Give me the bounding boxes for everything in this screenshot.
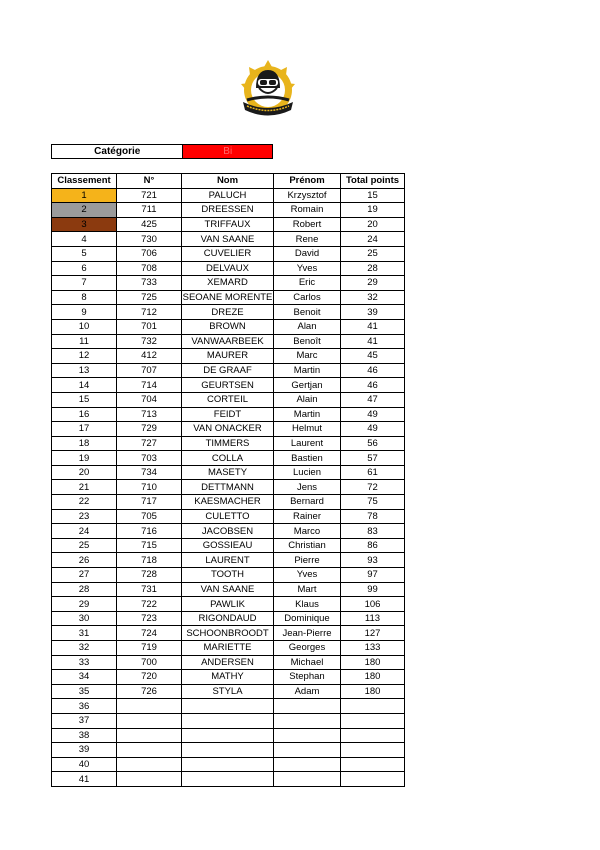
table-row bbox=[52, 553, 405, 568]
firstname-cell: Laurent bbox=[274, 436, 341, 451]
table-row bbox=[52, 334, 405, 349]
name-cell: VANWAARBEEK bbox=[182, 334, 274, 349]
rank-cell: 37 bbox=[52, 713, 117, 728]
rank-cell: 3 bbox=[52, 217, 117, 232]
firstname-cell: Romain bbox=[274, 203, 341, 218]
name-cell: JACOBSEN bbox=[182, 524, 274, 539]
points-cell: 86 bbox=[341, 538, 405, 553]
name-cell: KAESMACHER bbox=[182, 495, 274, 510]
table-row bbox=[52, 451, 405, 466]
header-number: N° bbox=[117, 174, 182, 189]
name-cell bbox=[182, 699, 274, 714]
table-row bbox=[52, 422, 405, 437]
name-cell: CORTEIL bbox=[182, 392, 274, 407]
table-row bbox=[52, 699, 405, 714]
name-cell bbox=[182, 713, 274, 728]
number-cell: 711 bbox=[117, 203, 182, 218]
table-row bbox=[52, 378, 405, 393]
rank-cell: 19 bbox=[52, 451, 117, 466]
category-value: Bi bbox=[183, 145, 273, 159]
points-cell: 20 bbox=[341, 217, 405, 232]
rank-cell: 31 bbox=[52, 626, 117, 641]
firstname-cell: Pierre bbox=[274, 553, 341, 568]
firstname-cell: Michael bbox=[274, 655, 341, 670]
name-cell: FEIDT bbox=[182, 407, 274, 422]
table-row bbox=[52, 392, 405, 407]
rank-cell: 33 bbox=[52, 655, 117, 670]
points-cell: 41 bbox=[341, 319, 405, 334]
name-cell: VAN ONACKER bbox=[182, 422, 274, 437]
points-cell: 29 bbox=[341, 276, 405, 291]
number-cell: 715 bbox=[117, 538, 182, 553]
rank-cell: 24 bbox=[52, 524, 117, 539]
number-cell: 708 bbox=[117, 261, 182, 276]
firstname-cell: Alain bbox=[274, 392, 341, 407]
table-row bbox=[52, 757, 405, 772]
rank-cell: 36 bbox=[52, 699, 117, 714]
rank-cell: 22 bbox=[52, 495, 117, 510]
points-cell: 25 bbox=[341, 246, 405, 261]
points-cell: 78 bbox=[341, 509, 405, 524]
number-cell: 705 bbox=[117, 509, 182, 524]
rank-cell: 35 bbox=[52, 684, 117, 699]
points-cell: 83 bbox=[341, 524, 405, 539]
table-row bbox=[52, 582, 405, 597]
table-row bbox=[52, 538, 405, 553]
points-cell: 99 bbox=[341, 582, 405, 597]
firstname-cell: Rainer bbox=[274, 509, 341, 524]
points-cell: 113 bbox=[341, 611, 405, 626]
name-cell: DREZE bbox=[182, 305, 274, 320]
firstname-cell: Jean-Pierre bbox=[274, 626, 341, 641]
rank-cell: 9 bbox=[52, 305, 117, 320]
points-cell: 180 bbox=[341, 655, 405, 670]
name-cell: ANDERSEN bbox=[182, 655, 274, 670]
table-row bbox=[52, 713, 405, 728]
points-cell: 106 bbox=[341, 597, 405, 612]
number-cell: 727 bbox=[117, 436, 182, 451]
table-row bbox=[52, 611, 405, 626]
number-cell: 712 bbox=[117, 305, 182, 320]
name-cell: DETTMANN bbox=[182, 480, 274, 495]
rank-cell: 38 bbox=[52, 728, 117, 743]
name-cell: GEURTSEN bbox=[182, 378, 274, 393]
number-cell: 713 bbox=[117, 407, 182, 422]
number-cell: 710 bbox=[117, 480, 182, 495]
number-cell: 718 bbox=[117, 553, 182, 568]
table-row bbox=[52, 772, 405, 787]
rank-cell: 26 bbox=[52, 553, 117, 568]
category-label: Catégorie bbox=[52, 145, 183, 159]
number-cell bbox=[117, 743, 182, 758]
rank-cell: 40 bbox=[52, 757, 117, 772]
header-row bbox=[52, 174, 405, 189]
table-row bbox=[52, 641, 405, 656]
points-cell: 180 bbox=[341, 670, 405, 685]
motocross-club-logo-icon bbox=[237, 54, 299, 124]
firstname-cell: Lucien bbox=[274, 465, 341, 480]
firstname-cell: Georges bbox=[274, 641, 341, 656]
number-cell: 720 bbox=[117, 670, 182, 685]
rank-cell: 16 bbox=[52, 407, 117, 422]
table-row bbox=[52, 349, 405, 364]
table-row bbox=[52, 509, 405, 524]
name-cell: TIMMERS bbox=[182, 436, 274, 451]
number-cell: 701 bbox=[117, 319, 182, 334]
rank-cell: 34 bbox=[52, 670, 117, 685]
table-row bbox=[52, 246, 405, 261]
name-cell: BROWN bbox=[182, 319, 274, 334]
table-row bbox=[52, 261, 405, 276]
points-cell: 72 bbox=[341, 480, 405, 495]
firstname-cell: Helmut bbox=[274, 422, 341, 437]
firstname-cell: Bernard bbox=[274, 495, 341, 510]
rank-cell: 1 bbox=[52, 188, 117, 203]
firstname-cell: Yves bbox=[274, 261, 341, 276]
name-cell: GOSSIEAU bbox=[182, 538, 274, 553]
number-cell: 707 bbox=[117, 363, 182, 378]
name-cell bbox=[182, 728, 274, 743]
table-row bbox=[52, 188, 405, 203]
firstname-cell: Carlos bbox=[274, 290, 341, 305]
points-cell bbox=[341, 772, 405, 787]
name-cell: VAN SAANE bbox=[182, 232, 274, 247]
firstname-cell: Stephan bbox=[274, 670, 341, 685]
firstname-cell: David bbox=[274, 246, 341, 261]
table-row bbox=[52, 363, 405, 378]
table-row bbox=[52, 728, 405, 743]
firstname-cell: Krzysztof bbox=[274, 188, 341, 203]
points-cell: 93 bbox=[341, 553, 405, 568]
table-row bbox=[52, 655, 405, 670]
points-cell: 19 bbox=[341, 203, 405, 218]
points-cell: 24 bbox=[341, 232, 405, 247]
firstname-cell: Marco bbox=[274, 524, 341, 539]
table-row bbox=[52, 495, 405, 510]
firstname-cell: Gertjan bbox=[274, 378, 341, 393]
rank-cell: 28 bbox=[52, 582, 117, 597]
name-cell: XEMARD bbox=[182, 276, 274, 291]
points-cell: 127 bbox=[341, 626, 405, 641]
table-row bbox=[52, 524, 405, 539]
points-cell: 28 bbox=[341, 261, 405, 276]
rank-cell: 8 bbox=[52, 290, 117, 305]
number-cell: 723 bbox=[117, 611, 182, 626]
rank-cell: 7 bbox=[52, 276, 117, 291]
table-row bbox=[52, 407, 405, 422]
firstname-cell bbox=[274, 699, 341, 714]
name-cell: MASETY bbox=[182, 465, 274, 480]
number-cell: 732 bbox=[117, 334, 182, 349]
table-row bbox=[52, 436, 405, 451]
table-row bbox=[52, 319, 405, 334]
points-cell: 39 bbox=[341, 305, 405, 320]
rank-cell: 10 bbox=[52, 319, 117, 334]
points-cell bbox=[341, 699, 405, 714]
firstname-cell: Eric bbox=[274, 276, 341, 291]
name-cell: TRIFFAUX bbox=[182, 217, 274, 232]
number-cell: 724 bbox=[117, 626, 182, 641]
points-cell: 15 bbox=[341, 188, 405, 203]
number-cell: 734 bbox=[117, 465, 182, 480]
category-table bbox=[51, 144, 273, 159]
points-cell bbox=[341, 743, 405, 758]
firstname-cell: Jens bbox=[274, 480, 341, 495]
table-row bbox=[52, 290, 405, 305]
rank-cell: 17 bbox=[52, 422, 117, 437]
rank-cell: 13 bbox=[52, 363, 117, 378]
number-cell: 704 bbox=[117, 392, 182, 407]
points-cell: 46 bbox=[341, 378, 405, 393]
points-cell bbox=[341, 757, 405, 772]
header-name: Nom bbox=[182, 174, 274, 189]
firstname-cell: Alan bbox=[274, 319, 341, 334]
number-cell: 717 bbox=[117, 495, 182, 510]
name-cell: PAWLIK bbox=[182, 597, 274, 612]
firstname-cell: Marc bbox=[274, 349, 341, 364]
rank-cell: 20 bbox=[52, 465, 117, 480]
rank-cell: 11 bbox=[52, 334, 117, 349]
table-row bbox=[52, 597, 405, 612]
name-cell: MATHY bbox=[182, 670, 274, 685]
firstname-cell: Christian bbox=[274, 538, 341, 553]
number-cell: 706 bbox=[117, 246, 182, 261]
name-cell: CUVELIER bbox=[182, 246, 274, 261]
number-cell: 714 bbox=[117, 378, 182, 393]
firstname-cell: Klaus bbox=[274, 597, 341, 612]
table-row bbox=[52, 465, 405, 480]
rank-cell: 6 bbox=[52, 261, 117, 276]
number-cell bbox=[117, 757, 182, 772]
number-cell: 716 bbox=[117, 524, 182, 539]
table-row bbox=[52, 217, 405, 232]
points-cell: 57 bbox=[341, 451, 405, 466]
rank-cell: 25 bbox=[52, 538, 117, 553]
number-cell: 703 bbox=[117, 451, 182, 466]
header-total-points: Total points bbox=[341, 174, 405, 189]
points-cell: 47 bbox=[341, 392, 405, 407]
rank-cell: 18 bbox=[52, 436, 117, 451]
rank-cell: 12 bbox=[52, 349, 117, 364]
points-cell: 180 bbox=[341, 684, 405, 699]
table-row bbox=[52, 232, 405, 247]
firstname-cell bbox=[274, 713, 341, 728]
table-row bbox=[52, 305, 405, 320]
firstname-cell: Rene bbox=[274, 232, 341, 247]
name-cell: SCHOONBROODT bbox=[182, 626, 274, 641]
number-cell: 425 bbox=[117, 217, 182, 232]
points-cell: 61 bbox=[341, 465, 405, 480]
points-cell bbox=[341, 713, 405, 728]
rank-cell: 15 bbox=[52, 392, 117, 407]
number-cell: 731 bbox=[117, 582, 182, 597]
rank-cell: 2 bbox=[52, 203, 117, 218]
firstname-cell: Robert bbox=[274, 217, 341, 232]
points-cell: 133 bbox=[341, 641, 405, 656]
name-cell: COLLA bbox=[182, 451, 274, 466]
firstname-cell: Yves bbox=[274, 568, 341, 583]
number-cell: 733 bbox=[117, 276, 182, 291]
table-row bbox=[52, 203, 405, 218]
table-row bbox=[52, 670, 405, 685]
points-cell: 49 bbox=[341, 422, 405, 437]
number-cell bbox=[117, 713, 182, 728]
rank-cell: 14 bbox=[52, 378, 117, 393]
name-cell: MARIETTE bbox=[182, 641, 274, 656]
number-cell: 412 bbox=[117, 349, 182, 364]
firstname-cell: Adam bbox=[274, 684, 341, 699]
rank-cell: 4 bbox=[52, 232, 117, 247]
number-cell: 729 bbox=[117, 422, 182, 437]
table-row bbox=[52, 480, 405, 495]
firstname-cell: Dominique bbox=[274, 611, 341, 626]
table-row bbox=[52, 743, 405, 758]
name-cell: VAN SAANE bbox=[182, 582, 274, 597]
name-cell: TOOTH bbox=[182, 568, 274, 583]
firstname-cell bbox=[274, 772, 341, 787]
points-cell bbox=[341, 728, 405, 743]
name-cell: MAURER bbox=[182, 349, 274, 364]
name-cell: DREESSEN bbox=[182, 203, 274, 218]
firstname-cell bbox=[274, 728, 341, 743]
name-cell bbox=[182, 772, 274, 787]
rank-cell: 41 bbox=[52, 772, 117, 787]
table-row bbox=[52, 276, 405, 291]
number-cell: 728 bbox=[117, 568, 182, 583]
table-row bbox=[52, 684, 405, 699]
name-cell: DELVAUX bbox=[182, 261, 274, 276]
points-cell: 75 bbox=[341, 495, 405, 510]
name-cell: PALUCH bbox=[182, 188, 274, 203]
firstname-cell: Benoît bbox=[274, 334, 341, 349]
points-cell: 41 bbox=[341, 334, 405, 349]
firstname-cell bbox=[274, 743, 341, 758]
firstname-cell: Benoit bbox=[274, 305, 341, 320]
name-cell: STYLA bbox=[182, 684, 274, 699]
number-cell: 721 bbox=[117, 188, 182, 203]
name-cell: DE GRAAF bbox=[182, 363, 274, 378]
rank-cell: 5 bbox=[52, 246, 117, 261]
rank-cell: 23 bbox=[52, 509, 117, 524]
name-cell: SEOANE MORENTE bbox=[182, 292, 273, 304]
rank-cell: 29 bbox=[52, 597, 117, 612]
firstname-cell: Bastien bbox=[274, 451, 341, 466]
points-cell: 49 bbox=[341, 407, 405, 422]
points-cell: 32 bbox=[341, 290, 405, 305]
firstname-cell: Martin bbox=[274, 407, 341, 422]
name-cell: LAURENT bbox=[182, 553, 274, 568]
name-cell: CULETTO bbox=[182, 509, 274, 524]
header-firstname: Prénom bbox=[274, 174, 341, 189]
number-cell: 722 bbox=[117, 597, 182, 612]
rank-cell: 30 bbox=[52, 611, 117, 626]
name-cell bbox=[182, 743, 274, 758]
points-cell: 56 bbox=[341, 436, 405, 451]
number-cell bbox=[117, 772, 182, 787]
header-rank: Classement bbox=[52, 174, 117, 189]
firstname-cell bbox=[274, 757, 341, 772]
number-cell bbox=[117, 728, 182, 743]
firstname-cell: Mart bbox=[274, 582, 341, 597]
rank-cell: 32 bbox=[52, 641, 117, 656]
table-row bbox=[52, 626, 405, 641]
number-cell: 730 bbox=[117, 232, 182, 247]
number-cell: 719 bbox=[117, 641, 182, 656]
number-cell: 700 bbox=[117, 655, 182, 670]
number-cell: 725 bbox=[117, 290, 182, 305]
name-cell: RIGONDAUD bbox=[182, 611, 274, 626]
table-row bbox=[52, 568, 405, 583]
rank-cell: 21 bbox=[52, 480, 117, 495]
rank-cell: 27 bbox=[52, 568, 117, 583]
name-cell bbox=[182, 757, 274, 772]
number-cell: 726 bbox=[117, 684, 182, 699]
results-table bbox=[51, 173, 405, 787]
points-cell: 45 bbox=[341, 349, 405, 364]
number-cell bbox=[117, 699, 182, 714]
rank-cell: 39 bbox=[52, 743, 117, 758]
firstname-cell: Martin bbox=[274, 363, 341, 378]
points-cell: 46 bbox=[341, 363, 405, 378]
points-cell: 97 bbox=[341, 568, 405, 583]
